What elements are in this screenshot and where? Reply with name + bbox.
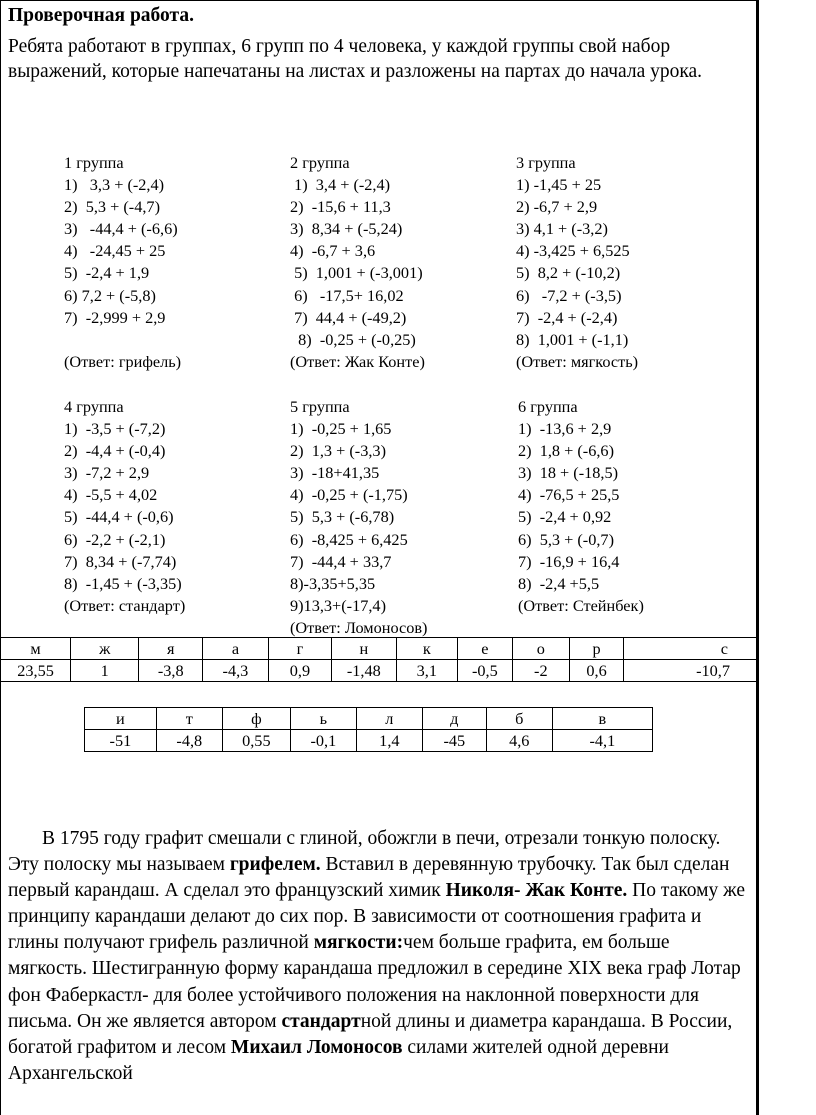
value-cell: -51 — [85, 730, 157, 752]
value-cell: -4,3 — [203, 660, 269, 682]
expression: 1) -0,25 + 1,65 — [290, 419, 392, 439]
group-heading: 2 группа — [290, 153, 350, 172]
story-paragraph — [8, 826, 752, 1087]
value-cell: -1,48 — [332, 660, 396, 682]
letter-cell: л — [356, 708, 422, 730]
value-cell: -3,8 — [139, 660, 203, 682]
letter-cell: т — [156, 708, 222, 730]
letter-cell: к — [396, 638, 458, 660]
page-title: Проверочная работа. — [8, 5, 194, 26]
expression: 3) -7,2 + 2,9 — [64, 463, 150, 483]
expression: 2) 1,8 + (-6,6) — [518, 441, 614, 461]
expression: 2) 5,3 + (-4,7) — [64, 197, 160, 217]
expression: 2) -15,6 + 11,3 — [290, 197, 391, 217]
group-heading: 3 группа — [516, 153, 576, 172]
expression: 2) -6,7 + 2,9 — [516, 197, 598, 217]
expression: 7) -2,999 + 2,9 — [64, 307, 166, 327]
letter-cell: я — [139, 638, 203, 660]
group-answer: (Ответ: стандарт) — [64, 595, 186, 615]
letters-row — [1, 638, 757, 660]
expression: 5) -2,4 + 0,92 — [518, 507, 612, 527]
expression: 3) 4,1 + (-3,2) — [516, 219, 608, 239]
story-text: Вставил в деревянную трубочку. Так был сделан первый карандаш. А сделал это французский химик — [8, 854, 730, 902]
expression: 6) 5,3 + (-0,7) — [518, 529, 614, 549]
expression: 1) 3,4 + (-2,4) — [290, 175, 391, 195]
expression: 7) -2,4 + (-2,4) — [516, 307, 618, 327]
value-cell: 0,9 — [268, 660, 331, 682]
group-1 — [64, 152, 181, 373]
letter-cell: ф — [222, 708, 290, 730]
expression: 4) -3,425 + 6,525 — [516, 241, 630, 261]
story-bold-term: Михаил Ломоносов — [230, 1036, 403, 1058]
letter-cell: е — [458, 638, 513, 660]
story-text: силами жителей одной деревни Архангельской — [8, 1036, 669, 1084]
story-bold-term: стандарт — [281, 1010, 361, 1032]
expression: 1) -13,6 + 2,9 — [518, 419, 612, 439]
letter-cell: ь — [290, 708, 356, 730]
value-cell: 0,55 — [222, 730, 290, 752]
letter-cell: б — [486, 708, 552, 730]
group-heading: 6 группа — [518, 397, 578, 416]
letter-cell: и — [85, 708, 157, 730]
expression: 3) 8,34 + (-5,24) — [290, 219, 403, 239]
story-text: В 1795 году графит смешали с глиной, обожгли в печи, отрезали тонкую полоску. Эту полоску мы называем — [8, 828, 721, 876]
story-text: По такому же принципу карандаши делают до сих пор. В зависимости от соотношения графита и глины получают грифель различной — [8, 880, 745, 954]
letter-cell: в — [552, 708, 652, 730]
expression: 2) -4,4 + (-0,4) — [64, 441, 166, 461]
letter-cell: г — [268, 638, 331, 660]
value-cell: -2 — [512, 660, 569, 682]
value-cell: 3,1 — [396, 660, 458, 682]
expression: 6) -7,2 + (-3,5) — [516, 285, 622, 305]
expression: 3) -18+41,35 — [290, 463, 380, 483]
value-cell: -0,1 — [290, 730, 356, 752]
value-cell: -0,5 — [458, 660, 513, 682]
expression: 9)13,3+(-17,4) — [290, 595, 386, 615]
group-answer: (Ответ: Стейнбек) — [518, 595, 644, 615]
expression: 2) 1,3 + (-3,3) — [290, 441, 386, 461]
letters-row — [85, 708, 653, 730]
group-2 — [290, 152, 425, 373]
group-5 — [290, 396, 427, 639]
expression: 6) 7,2 + (-5,8) — [64, 285, 156, 305]
expression: 7) -16,9 + 16,4 — [518, 551, 620, 571]
expression: 3) 18 + (-18,5) — [518, 463, 619, 483]
expression: 5) -2,4 + 1,9 — [64, 263, 150, 283]
expression: 6) -2,2 + (-2,1) — [64, 529, 166, 549]
expression: 4) -6,7 + 3,6 — [290, 241, 376, 261]
group-answer: (Ответ: Жак Конте) — [290, 351, 425, 371]
expression: 5) -44,4 + (-0,6) — [64, 507, 174, 527]
group-6 — [518, 396, 644, 617]
expression: 6) -17,5+ 16,02 — [290, 285, 404, 305]
values-row — [85, 730, 653, 752]
expression: 1) -3,5 + (-7,2) — [64, 419, 166, 439]
group-heading: 4 группа — [64, 397, 124, 416]
value-cell: 23,55 — [1, 660, 71, 682]
value-cell: 0,6 — [569, 660, 623, 682]
value-cell: -10,7 — [624, 660, 757, 682]
story-text: ной длины и диаметра карандаша. В России, богатой графитом и лесом — [8, 1010, 733, 1058]
story-bold-term: Николя- Жак Конте. — [445, 880, 628, 902]
expression: 7) 8,34 + (-7,74) — [64, 551, 177, 571]
letter-cell: ж — [71, 638, 139, 660]
value-cell: 1,4 — [356, 730, 422, 752]
story-bold-term: мягкости: — [313, 932, 404, 954]
value-cell: -4,8 — [156, 730, 222, 752]
letter-cell: н — [332, 638, 396, 660]
letter-cell: а — [203, 638, 269, 660]
group-answer: (Ответ: мягкость) — [516, 351, 639, 371]
expression: 7) -44,4 + 33,7 — [290, 551, 392, 571]
expression: 5) 5,3 + (-6,78) — [290, 507, 395, 527]
page-right-border — [757, 0, 759, 1115]
expression: 1) 3,3 + (-2,4) — [64, 175, 165, 195]
expression: 8)-3,35+5,35 — [290, 573, 376, 593]
group-4 — [64, 396, 185, 617]
expression: 6) -8,425 + 6,425 — [290, 529, 408, 549]
expression: 5) 8,2 + (-10,2) — [516, 263, 621, 283]
value-cell: -4,1 — [552, 730, 652, 752]
expression: 4) -76,5 + 25,5 — [518, 485, 620, 505]
story-bold-term: грифелем. — [229, 854, 321, 876]
expression: 4) -5,5 + 4,02 — [64, 485, 158, 505]
expression: 3) -44,4 + (-6,6) — [64, 219, 178, 239]
group-answer: (Ответ: Ломоносов) — [290, 617, 428, 637]
expression: 4) -24,45 + 25 — [64, 241, 166, 261]
letter-cell: м — [1, 638, 71, 660]
expression: 8) -2,4 +5,5 — [518, 573, 600, 593]
letter-cell: с — [624, 638, 757, 660]
letter-cell: р — [569, 638, 623, 660]
letter-cell: о — [512, 638, 569, 660]
letter-cell: д — [422, 708, 486, 730]
expression: 5) 1,001 + (-3,001) — [290, 263, 423, 283]
group-heading: 1 группа — [64, 153, 124, 172]
story-text: чем больше графита, ем больше мягкость. Шестигранную форму карандаша предложил в середине XIX века граф Лотар фон Фаберкастл- для более устойчивого положения на наклонной поверхности для письма. Он же является автором — [8, 932, 741, 1032]
expression: 8) 1,001 + (-1,1) — [516, 329, 629, 349]
intro-paragraph: Ребята работают в группах, 6 групп по 4 человека, у каждой группы свой набор выражений, которые напечатаны на листах и разложены на партах до начала урока. — [8, 36, 703, 82]
letter-table-2 — [84, 707, 653, 752]
letter-table-1 — [0, 637, 757, 682]
value-cell: -45 — [422, 730, 486, 752]
expression: 8) -1,45 + (-3,35) — [64, 573, 182, 593]
expression: 7) 44,4 + (-49,2) — [290, 307, 407, 327]
values-row — [1, 660, 757, 682]
expression: 1) -1,45 + 25 — [516, 175, 602, 195]
group-answer: (Ответ: грифель) — [64, 351, 182, 371]
group-heading: 5 группа — [290, 397, 350, 416]
value-cell: 4,6 — [486, 730, 552, 752]
value-cell: 1 — [71, 660, 139, 682]
expression: 8) -0,25 + (-0,25) — [290, 329, 416, 349]
group-3 — [516, 152, 638, 373]
expression: 4) -0,25 + (-1,75) — [290, 485, 408, 505]
